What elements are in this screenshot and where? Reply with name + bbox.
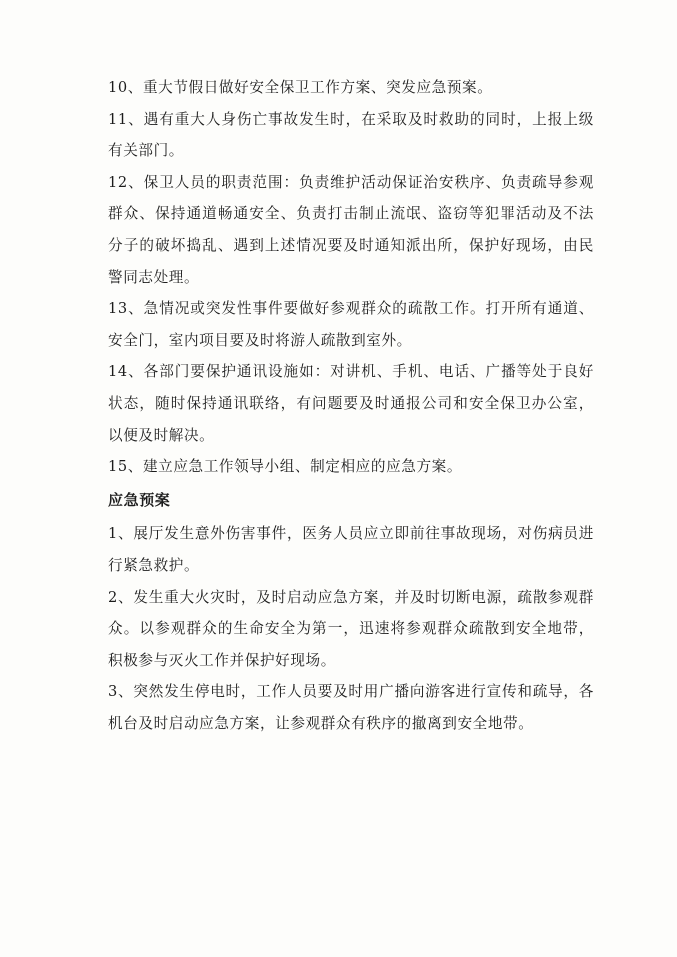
item-15: 15、建立应急工作领导小组、制定相应的应急方案。: [108, 458, 463, 476]
item-12: 12、保卫人员的职责范围：负责维护活动保证治安秩序、负责疏导参观群众、保持通道畅通安全、负责打击制止流氓、盗窃等犯罪活动及不法分子的破坏捣乱、遇到上述情况要及时通知派出所，保护好现场，由民警同志处理。: [108, 173, 594, 286]
item-10: 10、重大节假日做好安全保卫工作方案、突发应急预案。: [108, 79, 493, 96]
emergency-item-3: 3、突然发生停电时，工作人员要及时用广播向游客进行宣传和疏导，各机台及时启动应急方案，让参观群众有秩序的撤离到安全地带。: [108, 683, 594, 732]
item-14: 14、各部门要保护通讯设施如：对讲机、手机、电话、广播等处于良好状态，随时保持通讯联络，有问题要及时通报公司和安全保卫办公室，以便及时解决。: [108, 363, 594, 444]
emergency-item-1: 1、展厅发生意外伤害事件，医务人员应立即前往事故现场，对伤病员进行紧急救护。: [108, 525, 594, 574]
item-11: 11、遇有重大人身伤亡事故发生时，在采取及时救助的同时，上报上级有关部门。: [108, 110, 594, 160]
emergency-item-2: 2、发生重大火灾时，及时启动应急方案，并及时切断电源，疏散参观群众。以参观群众的生命安全为第一，迅速将参观群众疏散到安全地带，积极参与灭火工作并保护好现场。: [108, 588, 594, 669]
section-heading: 应急预案: [108, 490, 171, 509]
document-body: [108, 72, 594, 739]
item-13: 13、急情况或突发性事件要做好参观群众的疏散工作。打开所有通道、安全门，室内项目要及时将游人疏散到室外。: [108, 300, 594, 349]
